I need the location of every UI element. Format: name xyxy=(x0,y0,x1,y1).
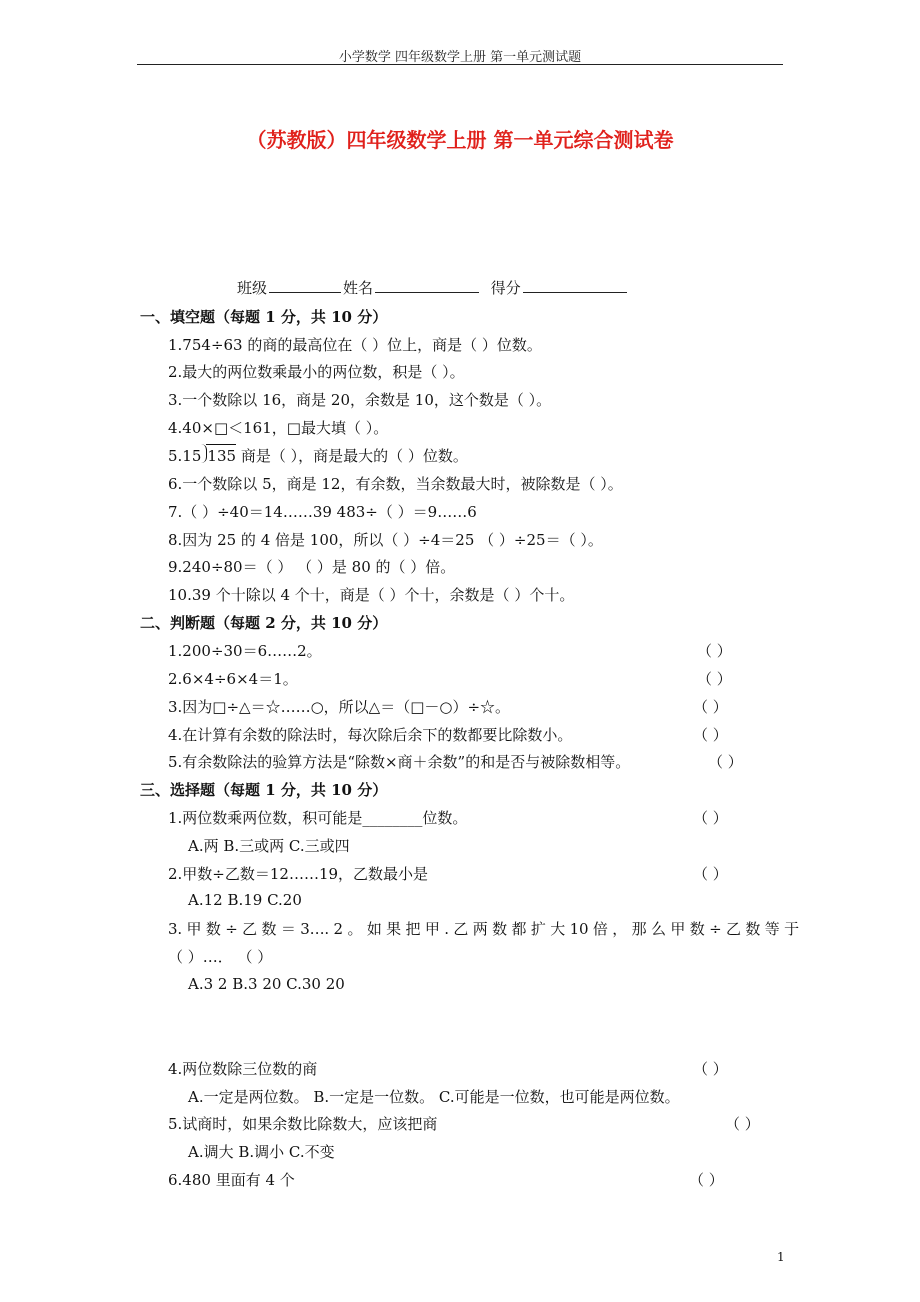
choice-question-6: 6.480 里面有 4 个 xyxy=(168,1171,295,1189)
dividend-text: 135 xyxy=(207,447,237,465)
section-true-false-heading: 二、判断题（每题 2 分，共 10 分） xyxy=(140,614,388,632)
choice-question-3-options: A.3 2 B.3 20 C.30 20 xyxy=(188,975,345,993)
choice-question-4-options: A.一定是两位数。 B.一定是一位数。 C.可能是一位数，也可能是两位数。 xyxy=(188,1088,680,1106)
score-label: 得分 xyxy=(490,279,521,297)
choice-question-5-options: A.调大 B.调小 C.不变 xyxy=(188,1143,335,1161)
choice-question-2-options: A.12 B.19 C.20 xyxy=(188,891,302,909)
page-header: 小学数学 四年级数学上册 第一单元测试题 xyxy=(338,50,582,65)
choice-question-1-options: A.两 B.三或两 C.三或四 xyxy=(188,837,350,855)
answer-paren: （ ） xyxy=(697,670,732,688)
section-fill-blank-heading: 一、填空题（每题 1 分，共 10 分） xyxy=(140,308,388,326)
judge-question-3: 3.因为□÷△＝☆……○，所以△＝（□－○）÷☆。 xyxy=(168,698,511,716)
fill-question-7: 7.（ ）÷40＝14……39 483÷（ ）＝9……6 xyxy=(168,503,477,521)
judge-question-5: 5.有余数除法的验算方法是“除数×商＋余数”的和是否与被除数相等。 xyxy=(168,753,631,771)
answer-paren: （ ） xyxy=(693,1060,728,1078)
name-label: 姓名 xyxy=(343,279,374,297)
section-choice-heading: 三、选择题（每题 1 分，共 10 分） xyxy=(140,781,388,799)
divisor-text: 5.15 xyxy=(168,447,202,465)
name-blank xyxy=(375,278,479,293)
fill-question-5-text: 商是（ ），商是最大的（ ）位数。 xyxy=(236,447,468,465)
judge-question-4: 4.在计算有余数的除法时，每次除后余下的数都要比除数小。 xyxy=(168,726,573,744)
long-division-symbol xyxy=(201,447,236,465)
page-number: 1 xyxy=(777,1250,785,1264)
document-title: （苏教版）四年级数学上册 第一单元综合测试卷 xyxy=(246,128,674,152)
student-info-line xyxy=(237,277,629,298)
fill-question-5 xyxy=(168,445,468,466)
score-blank xyxy=(523,278,627,293)
answer-paren: （ ） xyxy=(693,726,728,744)
fill-question-1: 1.754÷63 的商的最高位在（ ）位上，商是（ ）位数。 xyxy=(168,336,542,354)
answer-paren: （ ） xyxy=(693,809,728,827)
header-rule xyxy=(137,64,783,65)
fill-question-10: 10.39 个十除以 4 个十，商是（ ）个十，余数是（ ）个十。 xyxy=(168,586,575,604)
fill-question-8: 8.因为 25 的 4 倍是 100，所以（ ）÷4＝25 （ ）÷25＝（ ）。 xyxy=(168,531,603,549)
choice-question-5: 5.试商时，如果余数比除数大，应该把商 xyxy=(168,1115,438,1133)
answer-paren: （ ） xyxy=(725,1115,760,1133)
class-blank xyxy=(269,278,341,293)
fill-question-2: 2.最大的两位数乘最小的两位数，积是（ ）。 xyxy=(168,363,465,381)
choice-question-4: 4.两位数除三位数的商 xyxy=(168,1060,318,1078)
answer-paren: （ ） xyxy=(693,698,728,716)
fill-question-9: 9.240÷80＝（ ） （ ）是 80 的（ ）倍。 xyxy=(168,558,456,576)
class-label: 班级 xyxy=(237,279,268,297)
fill-question-4: 4.40×□＜161，□最大填（ ）。 xyxy=(168,419,389,437)
fill-question-6: 6.一个数除以 5，商是 12，有余数，当余数最大时，被除数是（ ）。 xyxy=(168,475,623,493)
choice-question-2: 2.甲数÷乙数＝12……19，乙数最小是 xyxy=(168,865,429,883)
fill-question-3: 3.一个数除以 16，商是 20，余数是 10，这个数是（ ）。 xyxy=(168,391,552,409)
judge-question-2: 2.6×4÷6×4＝1。 xyxy=(168,670,298,688)
answer-paren: （ ） xyxy=(708,753,743,771)
judge-question-1: 1.200÷30＝6……2。 xyxy=(168,642,322,660)
choice-question-1: 1.两位数乘两位数，积可能是________位数。 xyxy=(168,809,468,827)
choice-question-3: 3. 甲 数 ÷ 乙 数 ＝ 3…. 2 。 如 果 把 甲 . 乙 两 数 都 扩 大 10 倍 ， 那 么 甲 数 ÷ 乙 数 等 于 xyxy=(168,920,799,938)
answer-paren: （ ） xyxy=(689,1171,724,1189)
answer-paren: （ ） xyxy=(697,642,732,660)
answer-paren: （ ） xyxy=(693,865,728,883)
choice-question-3-line2: （ ）…． （ ） xyxy=(168,948,273,966)
